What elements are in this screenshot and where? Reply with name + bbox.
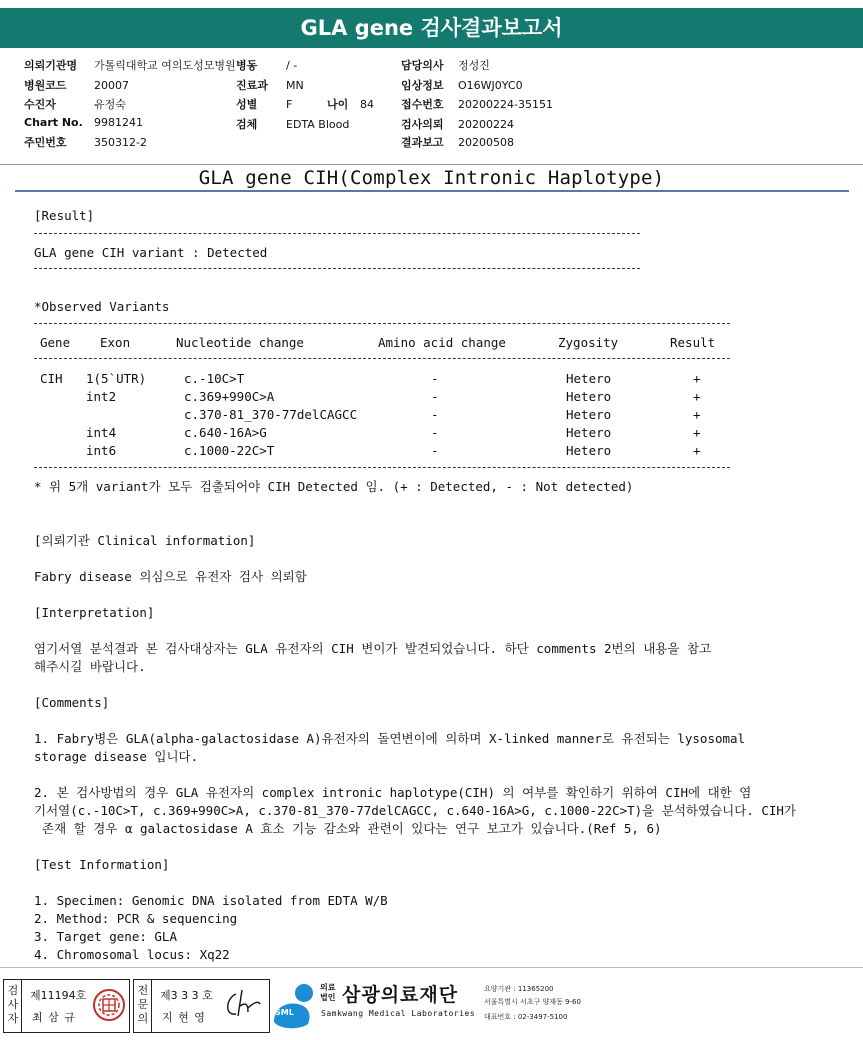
title-underline: [15, 190, 849, 192]
doctor-label: 전문의: [137, 984, 149, 1025]
header-row-institution: 의뢰기관명 가톨릭대학교 여의도성모병원: [24, 59, 236, 72]
divider: [34, 233, 640, 234]
divider: [34, 467, 730, 468]
divider: [21, 979, 22, 1033]
interpretation-heading: [Interpretation]: [34, 605, 155, 620]
comment-line: 존재 할 경우 α galactosidase A 효소 기능 감소와 관련이 있다는 연구 보고가 있습니다.(Ref 5, 6): [42, 821, 662, 836]
cell-result: +: [693, 371, 701, 386]
col-zygosity: Zygosity: [558, 335, 619, 350]
header-row-request-date: 검사의뢰 20200224: [401, 118, 514, 131]
col-result: Result: [670, 335, 716, 350]
interpretation-line: 염기서열 분석결과 본 검사대상자는 GLA 유전자의 CIH 변이가 발견되었습니다. 하단 comments 2번의 내용을 참고: [34, 641, 712, 656]
cell-amino-acid: -: [431, 371, 439, 386]
header-divider: [0, 164, 863, 165]
header-row-age: 나이 84: [327, 98, 374, 111]
cell-exon: int6: [86, 443, 117, 458]
header-row-sex: 성별 F: [236, 98, 293, 111]
org-name: 삼광의료재단: [342, 984, 459, 1006]
org-prefix-top: 의료: [320, 983, 336, 992]
report-subtitle: GLA gene CIH(Complex Intronic Haplotype): [198, 167, 665, 189]
header-row-hospital-code: 병원코드 20007: [24, 79, 129, 92]
clinical-text: Fabry disease 의심으로 유전자 검사 의뢰함: [34, 569, 307, 584]
org-english: Samkwang Medical Laboratories: [321, 1009, 476, 1018]
variants-note: * 위 5개 variant가 모두 검출되어야 CIH Detected 임. (+ : Detected, - : Not detected): [34, 479, 634, 494]
cell-amino-acid: -: [431, 443, 439, 458]
cell-zygosity: Hetero: [566, 389, 612, 404]
result-line: GLA gene CIH variant : Detected: [34, 245, 268, 260]
header-row-patient: 수진자 유정숙: [24, 98, 126, 111]
seal-icon: [92, 987, 126, 1023]
header-row-specimen: 검체 EDTA Blood: [236, 118, 350, 131]
comment-line: 2. 본 검사방법의 경우 GLA 유전자의 complex intronic haplotype(CIH) 의 여부를 확인하기 위하여 CIH에 대한 염: [34, 785, 752, 800]
test-info-item: 1. Specimen: Genomic DNA isolated from EDTA W/B: [34, 893, 388, 908]
test-info-item: 4. Chromosomal locus: Xq22: [34, 947, 230, 962]
cell-zygosity: Hetero: [566, 407, 612, 422]
cell-zygosity: Hetero: [566, 425, 612, 440]
comments-heading: [Comments]: [34, 695, 110, 710]
cell-zygosity: Hetero: [566, 443, 612, 458]
cell-exon: int2: [86, 389, 117, 404]
header-row-doctor: 담당의사 정성진: [401, 59, 490, 72]
col-exon: Exon: [100, 335, 131, 350]
sml-logo-icon: [270, 980, 318, 1030]
cell-gene: CIH: [40, 371, 63, 386]
divider: [151, 979, 152, 1033]
result-heading: [Result]: [34, 208, 95, 223]
org-info-address: 서울특별시 서초구 양재동 9-60: [484, 998, 581, 1006]
variants-heading: *Observed Variants: [34, 299, 170, 314]
header-row-ward: 병동 / -: [236, 59, 298, 72]
org-info-code: 요양기관 : 11365200: [484, 985, 554, 993]
header-row-department: 진료과 MN: [236, 79, 304, 92]
cell-exon: 1(5`UTR): [86, 371, 147, 386]
col-amino-acid: Amino acid change: [378, 335, 506, 350]
report-title-bar: GLA gene 검사결과보고서: [0, 8, 863, 48]
doctor-license: 제3 3 3 호: [160, 989, 213, 1002]
footer-divider: [0, 967, 863, 968]
cell-result: +: [693, 407, 701, 422]
cell-nucleotide: c.640-16A>G: [184, 425, 267, 440]
org-info-phone: 대표번호 : 02-3497-5100: [484, 1013, 568, 1021]
doctor-name: 지 현 영: [162, 1011, 206, 1024]
header-row-chart-no: Chart No. 9981241: [24, 116, 143, 129]
test-info-heading: [Test Information]: [34, 857, 170, 872]
interpretation-line: 해주시길 바랍니다.: [34, 659, 146, 674]
comment-line: 1. Fabry병은 GLA(alpha-galactosidase A)유전자의 돌연변이에 의하며 X-linked manner로 유전되는 lysosomal: [34, 731, 746, 746]
cell-result: +: [693, 443, 701, 458]
cell-nucleotide: c.1000-22C>T: [184, 443, 275, 458]
cell-nucleotide: c.369+990C>A: [184, 389, 275, 404]
sml-text: SML: [275, 1008, 294, 1017]
cell-amino-acid: -: [431, 407, 439, 422]
cell-nucleotide: c.-10C>T: [184, 371, 245, 386]
cell-result: +: [693, 389, 701, 404]
comment-line: 기서열(c.-10C>T, c.369+990C>A, c.370-81_370-77delCAGCC, c.640-16A>G, c.1000-22C>T)을 분석하였습니다. CIH가: [34, 803, 797, 818]
comment-line: storage disease 입니다.: [34, 749, 199, 764]
test-info-item: 2. Method: PCR & sequencing: [34, 911, 238, 926]
examiner-name: 최 삼 규: [32, 1011, 76, 1024]
cell-amino-acid: -: [431, 389, 439, 404]
divider: [34, 358, 730, 359]
signature-icon: [222, 986, 264, 1024]
cell-result: +: [693, 425, 701, 440]
examiner-license: 제11194호: [30, 989, 87, 1002]
test-info-item: 3. Target gene: GLA: [34, 929, 177, 944]
divider: [34, 268, 640, 269]
cell-amino-acid: -: [431, 425, 439, 440]
col-nucleotide: Nucleotide change: [176, 335, 304, 350]
cell-nucleotide: c.370-81_370-77delCAGCC: [184, 407, 358, 422]
divider: [34, 323, 730, 324]
org-prefix-bottom: 법인: [320, 993, 336, 1002]
examiner-label: 검사자: [7, 984, 19, 1025]
cell-exon: int4: [86, 425, 117, 440]
header-row-report-date: 결과보고 20200508: [401, 136, 514, 149]
header-row-resident-no: 주민번호 350312-2: [24, 136, 147, 149]
cell-zygosity: Hetero: [566, 371, 612, 386]
header-row-clinical-info: 임상정보 O16WJ0YC0: [401, 79, 523, 92]
col-gene: Gene: [40, 335, 71, 350]
header-row-receipt-no: 접수번호 20200224-35151: [401, 98, 553, 111]
clinical-heading: [의뢰기관 Clinical information]: [34, 533, 256, 548]
